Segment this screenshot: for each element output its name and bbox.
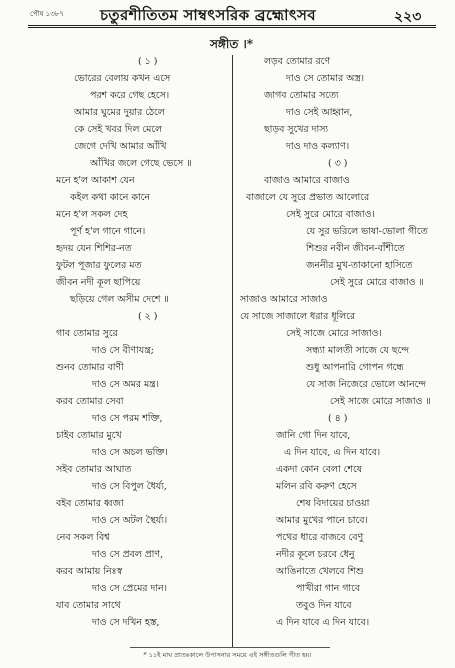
verse-line: বইব তোমার ধ্বজা bbox=[56, 498, 124, 509]
verse-line: লড়ব তোমার রণে bbox=[264, 56, 331, 67]
verse-line: যে সাজ নিজেরে ভোলে আনন্দে bbox=[306, 379, 426, 390]
verse-line: আমার ঘুমের দুয়ার ঠেলে bbox=[74, 107, 165, 118]
header-rule bbox=[28, 25, 436, 26]
verse-line: একদা কোন বেলা শেষে bbox=[276, 464, 362, 475]
verse-line: চাইব তোমার মুখে bbox=[56, 430, 122, 441]
verse-line: দাও সে অটল স্থৈর্য্য। bbox=[92, 515, 168, 526]
verse-line: মনে হ'ল সকল দেহ bbox=[56, 209, 128, 220]
page-number: ২২৩ bbox=[394, 9, 422, 25]
verse-line: সইব তোমার আঘাত bbox=[56, 464, 132, 475]
verse-line: গাব তোমার সুরে bbox=[56, 328, 118, 339]
verse-line: জেগে দেখি আমার আঁখি bbox=[74, 141, 167, 152]
verse-line: সেই সুরে মোরে বাজাও। bbox=[286, 209, 375, 220]
verse-line: শেষ বিদায়ের চাওয়া bbox=[296, 498, 370, 509]
verse-line: শুনব তোমার বাণী bbox=[56, 362, 124, 373]
verse-line: দাও সে প্রেমের দান। bbox=[92, 583, 168, 594]
verse-line: দাও সে অচল ভক্তি। bbox=[92, 447, 168, 458]
verse-line: দাও সে বিপুল ধৈর্য্য, bbox=[92, 481, 167, 492]
verse-line: দাও সেই আহ্বান, bbox=[286, 107, 353, 118]
header-rule-double bbox=[28, 27, 436, 28]
verse-line: শিশুর নবীন জীবন-বাঁশীতে bbox=[306, 243, 405, 254]
verse-line: জাগব তোমার সত্যে bbox=[264, 90, 339, 101]
verse-line: ( ৪ ) bbox=[328, 413, 348, 424]
verse-line: পূর্ণ হ'ল গানে গানে। bbox=[70, 226, 146, 237]
verse-line: সেই সাজে মোরে সাজাও ॥ bbox=[330, 396, 431, 407]
column-divider bbox=[232, 55, 233, 647]
verse-line: আঙিনাতে খেলবে শিশু bbox=[276, 566, 364, 577]
verse-line: মনে হ'ল আকাশ যেন bbox=[56, 175, 135, 186]
verse-line: পরশ করে গেছ হেসে। bbox=[90, 90, 170, 101]
verse-line: ছাড়ব সুখের দাস্য bbox=[264, 124, 329, 135]
verse-line: জানি গো দিন যাবে, bbox=[276, 430, 351, 441]
verse-line: দাও সে পরম শক্তি, bbox=[92, 413, 163, 424]
verse-line: ( ২ ) bbox=[138, 311, 158, 322]
verse-line: কইল কথা কানে কানে bbox=[70, 192, 150, 203]
section-title: সঙ্গীত ।* bbox=[210, 37, 254, 51]
footnote: * ১১ই মাঘ প্রাতঃকালে উপাসনার সময়ে এই সঙ্গীতগুলি গীত হয়। bbox=[143, 651, 312, 659]
verse-line: দাও সে বীণাযন্ত্র; bbox=[92, 345, 154, 356]
verse-line: সেই সাজে মোরে সাজাও। bbox=[286, 328, 382, 339]
verse-line: তবুও দিন যাবে bbox=[296, 600, 352, 611]
verse-line: মলিন রবি করুণ হেসে bbox=[276, 481, 357, 492]
verse-line: পথের ধারে বাজবে বেণু bbox=[276, 532, 364, 543]
verse-line: দাও দাও কল্যাণ। bbox=[286, 141, 350, 152]
verse-line: সেই সুরে মোরে বাজাও ॥ bbox=[330, 277, 424, 288]
verse-line: নেব সকল বিশ্ব bbox=[56, 532, 110, 543]
verse-line: ছড়িয়ে গেল অসীম দেশে ॥ bbox=[70, 294, 169, 305]
verse-line: যে সাজে সাজালে ধরার ধূলিরে bbox=[240, 311, 356, 322]
verse-line: আঁখির জলে গেছে ভেসে ॥ bbox=[90, 158, 192, 169]
verse-line: ( ৩ ) bbox=[328, 158, 348, 169]
verse-line: ভোরের বেলায় কখন এসে bbox=[74, 73, 171, 84]
verse-line: কে সেই খবর দিল মেলে bbox=[74, 124, 163, 135]
verse-line: হৃদয় যেন শিশির-নত bbox=[56, 243, 132, 254]
verse-line: বাজালে যে সুরে প্রভাত আলোরে bbox=[246, 192, 370, 203]
verse-line: করব তোমার সেবা bbox=[56, 396, 124, 407]
verse-line: জননীর মুখ-তাকানো হাসিতে bbox=[306, 260, 413, 271]
page-title: চতুরশীতিতম সাম্বৎসরিক ব্রহ্মোৎসব bbox=[100, 6, 316, 24]
verse-line: দাও সে অমর মন্ত্র। bbox=[92, 379, 160, 390]
verse-line: দাও সে তোমার অস্ত্র। bbox=[286, 73, 365, 84]
verse-line: ফুটল পূজার ফুলের মত bbox=[56, 260, 142, 271]
verse-line: করব আমায় নিঃস্ব bbox=[56, 566, 123, 577]
verse-line: ( ১ ) bbox=[138, 56, 158, 67]
verse-line: এ দিন যাবে এ দিন যাবে। bbox=[276, 617, 370, 628]
verse-line: পাখীরা গান গাবে bbox=[296, 583, 361, 594]
verse-line: নদীর কূলে চরবে ধেনু bbox=[276, 549, 355, 560]
verse-line: বাজাও আমারে বাজাও bbox=[264, 175, 350, 186]
verse-line: যে সুর ভরিলে ভাষা-ভোলা গীতে bbox=[306, 226, 428, 237]
verse-line: সাজাও আমারে সাজাও bbox=[240, 294, 328, 305]
verse-line: দাও সে দখিন হস্ত, bbox=[92, 617, 160, 628]
verse-line: জীবন নদী কূল ছাপিয়ে bbox=[56, 277, 141, 288]
verse-line: আমার মুখের পানে চাবে। bbox=[276, 515, 368, 526]
verse-line: যাব তোমার সাথে bbox=[56, 600, 121, 611]
verse-line: এ দিন যাবে, এ দিন যাবে। bbox=[284, 447, 381, 458]
verse-line: সন্ধ্যা মালতী সাজে যে ছন্দে bbox=[306, 345, 409, 356]
verse-line: শুধু আপনারি গোপন গন্ধে bbox=[306, 362, 404, 373]
footnote-rule bbox=[130, 647, 330, 648]
header-date: পৌষ ১৩৮৭ bbox=[30, 10, 64, 18]
verse-line: দাও সে প্রবল প্রাণ, bbox=[92, 549, 164, 560]
